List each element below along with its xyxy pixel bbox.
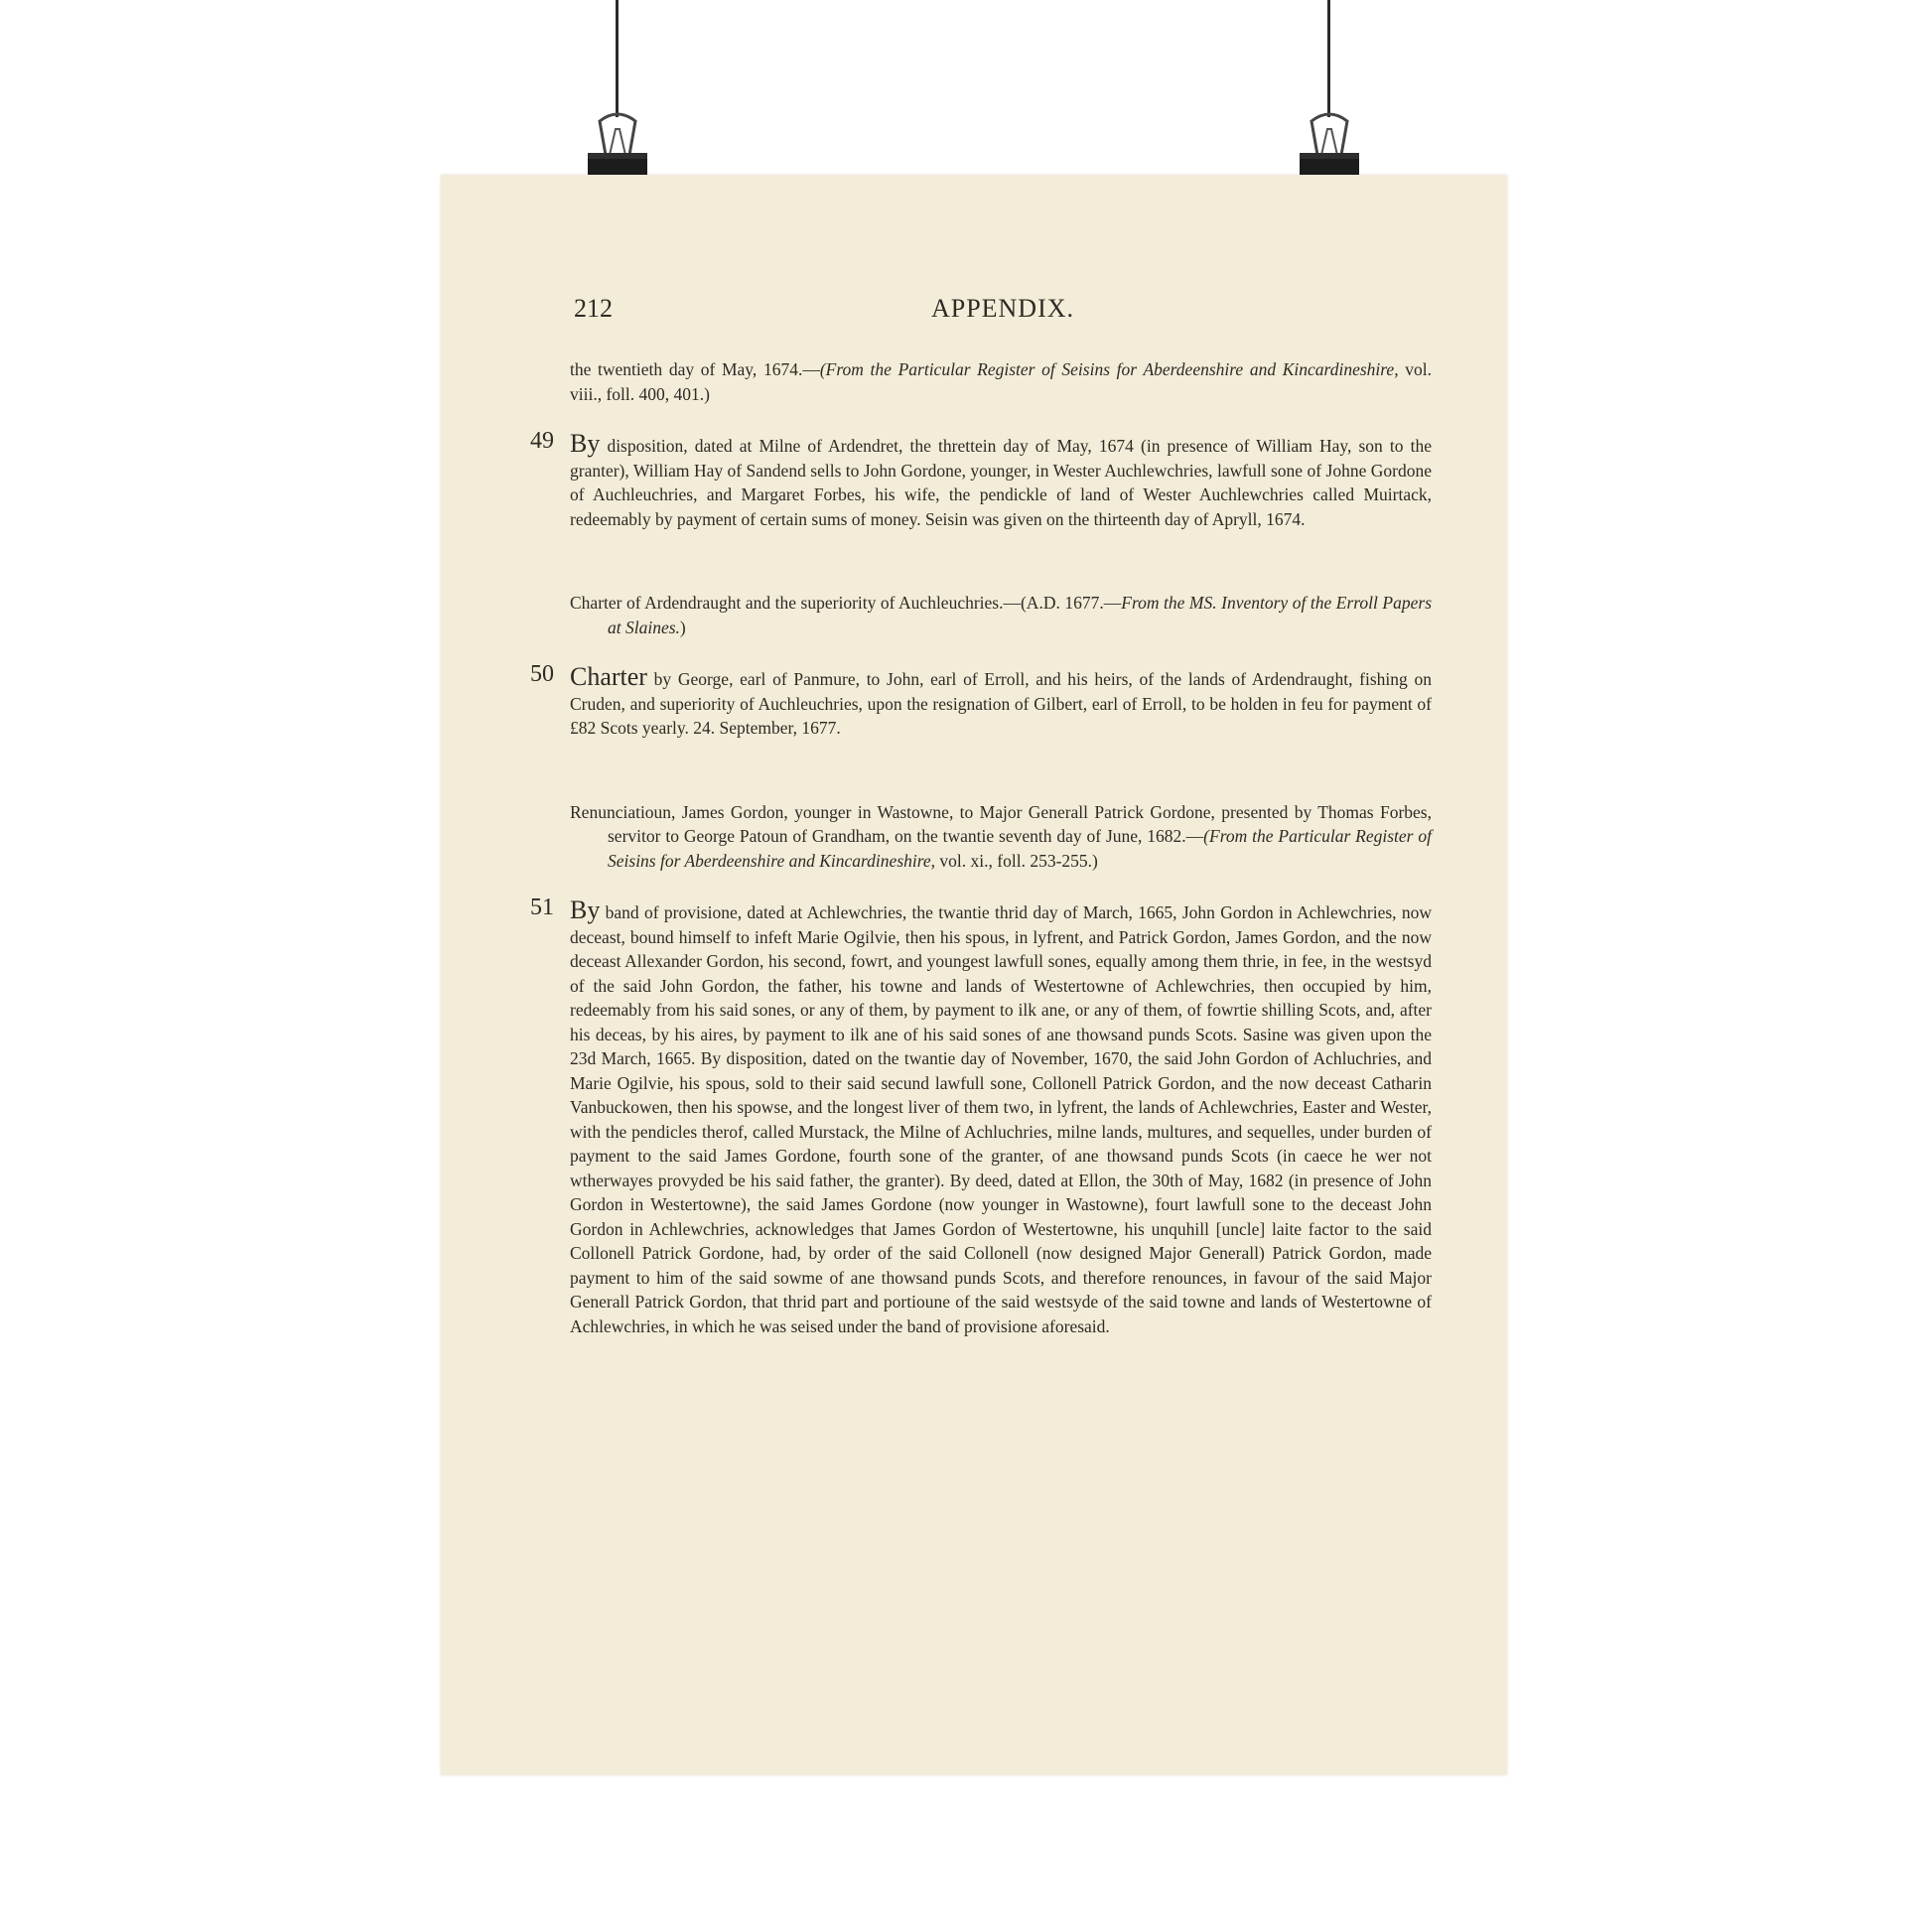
entry-50 xyxy=(530,661,1432,741)
heading-51: Renunciatioun, James Gordon, younger in Wastowne, to Major Generall Patrick Gordone, presented by Thomas Forbes, servitor to George Patoun of Grandham, on the twantie seventh day of June, 1682.—(From the Particular Register of Seisins for Aberdeenshire and Kincardineshire, vol. xi., foll. 253-255.) xyxy=(570,801,1432,871)
entry-51 xyxy=(530,895,1432,1338)
entry-text: By band of provisione, dated at Achlewchries, the twantie thrid day of March, 1665, John Gordon in Achlewchries, now deceast, bound himself to infeft Marie Ogilvie, then his spous, in lyfrent, and Patrick Gordon, James Gordon, and the now deceast Allexander Gordon, his second, fowrt, and youngest lawfull sones, equally among them thrie, in fee, in the westsyd of the said John Gordon, the father, his towne and lands of Westertowne of Achlewchries, then occupied by him, redeemably from his said sones, or any of them, by payment to ilk ane, or any of them, of fowrtie shilling Scots, and, after his deceas, by his aires, by payment to ilk ane of his said sones of ane thowsand punds Scots. Sasine was given upon the 23d March, 1665. By disposition, dated on the twantie day of November, 1670, the said John Gordon of Achluchries, and Marie Ogilvie, his spous, sold to their said secund lawfull sone, Collonell Patrick Gordon, and the now deceast Catharin Vanbuckowen, then his spowse, and the longest liver of them two, in lyfrent, the lands of Achlewchries, Easter and Wester, with the pendicles therof, called Murstack, the Milne of Achluchries, milne lands, multures, and sequelles, under burden of payment to the said James Gordone, fourth sone of the granter, of ane thowsand punds Scots (in caece he wer not wtherwayes provyded be his said father, the granter). By deed, dated at Ellon, the 30th of May, 1682 (in presence of John Gordon in Westertowne), the said James Gordone (now younger in Wastowne), fourt lawfull sone to the deceast John Gordon in Achlewchries, acknowledges that James Gordon of Westertowne, his unquhill [uncle] laite factor to the said Collonell Patrick Gordone, had, by order of the said Collonell (now designed Major Generall) Patrick Gordon, made payment to him of the said sowme of ane thowsand punds Scots, and therefore renounces, in favour of the said Major Generall Patrick Gordon, that thrid part and portioune of the said westsyde of the said towne and lands of Westertowne of Achlewchries, in which he was seised under the band of provisione aforesaid. xyxy=(570,896,1432,1336)
source-citation: From the MS. Inventory of the Erroll Papers at Slaines. xyxy=(608,593,1433,637)
running-title: APPENDIX. xyxy=(930,294,1075,323)
initial-word: Charter xyxy=(570,662,647,691)
page-header xyxy=(574,294,1432,334)
source-citation: (From the Particular Register of Seisins for Aberdeenshire and Kincardineshire, xyxy=(819,359,1399,379)
entry-number: 50 xyxy=(530,661,554,687)
heading-50: Charter of Ardendraught and the superiority of Auchleuchries.—(A.D. 1677.—From the MS. Inventory of the Erroll Papers at Slaines.) xyxy=(570,593,1433,637)
continuation-paragraph: the twentieth day of May, 1674.—(From the Particular Register of Seisins for Aberdeenshire and Kincardineshire, vol. viii., foll. 400, 401.) xyxy=(570,359,1432,404)
hanging-wire-right xyxy=(1327,0,1330,117)
entry-number: 51 xyxy=(530,895,554,920)
entry-number: 49 xyxy=(530,428,554,454)
initial-word: By xyxy=(570,896,601,924)
entry-text: By disposition, dated at Milne of Ardendret, the threttein day of May, 1674 (in presence of William Hay, son to the granter), William Hay of Sandend sells to John Gordone, younger, in Wester Auchlewchries, lawfull sone of Johne Gordone of Auchleuchries, and Margaret Forbes, his wife, the pendickle of land of Wester Auchlewchries called Muirtack, redeemably by payment of certain sums of money. Seisin was given on the thirteenth day of Apryll, 1674. xyxy=(570,429,1432,529)
entry-text: Charter by George, earl of Panmure, to John, earl of Erroll, and his heirs, of the lands of Ardendraught, fishing on Cruden, and superiority of Auchleuchries, upon the resignation of Gilbert, earl of Erroll, to be holden in feu for payment of £82 Scots yearly. 24. September, 1677. xyxy=(570,662,1432,738)
hanging-wire-left xyxy=(616,0,619,117)
entry-49 xyxy=(530,428,1432,531)
initial-word: By xyxy=(570,429,601,458)
poster-page xyxy=(441,175,1507,1775)
document-body xyxy=(530,357,1432,1364)
source-citation: (From the Particular Register of Seisins for Aberdeenshire and Kincardineshire, xyxy=(608,826,1432,871)
page-number: 212 xyxy=(574,294,613,323)
